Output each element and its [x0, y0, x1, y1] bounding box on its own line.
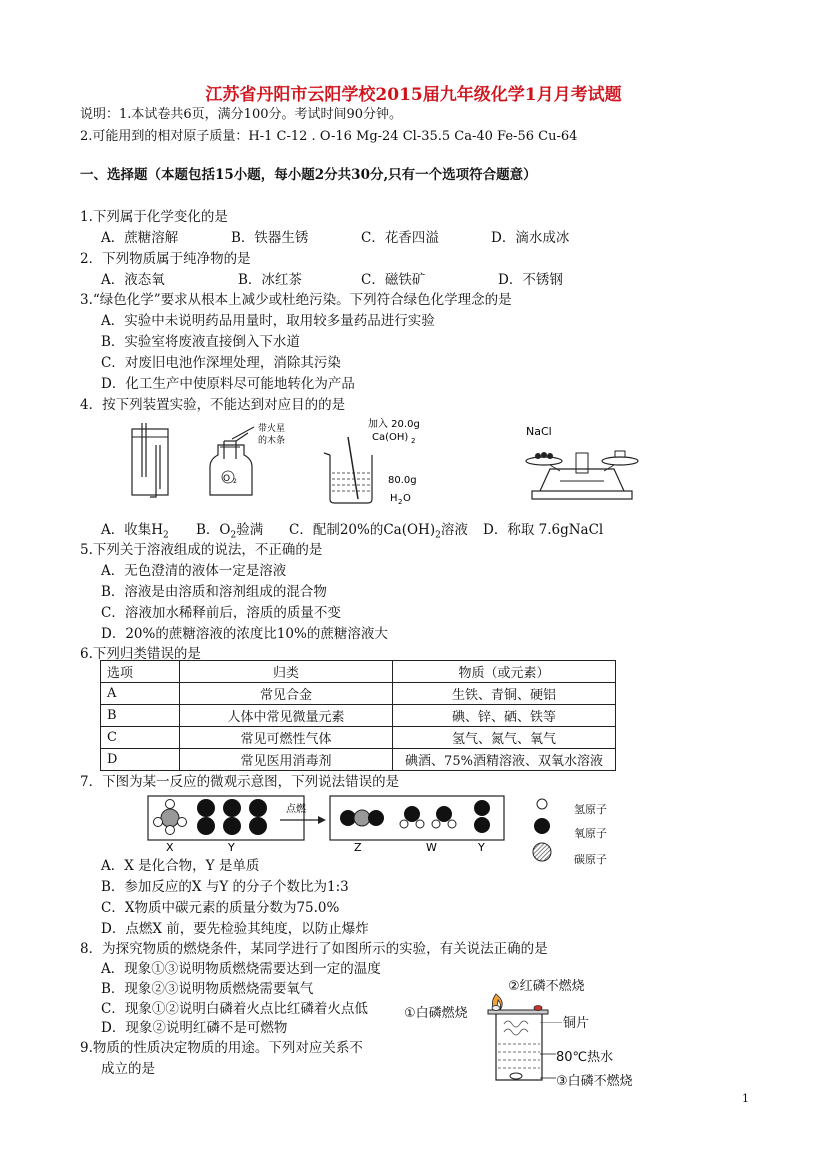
svg-text:2: 2 [233, 478, 237, 485]
table-row [101, 683, 616, 705]
q7-option-b: B．参加反应的X 与Y 的分子个数比为1:3 [101, 879, 349, 895]
oxygen-bottle-icon [210, 422, 285, 495]
hot-water-label: 80℃热水 [556, 1050, 614, 1065]
ignite-label: 点燃 [286, 804, 306, 815]
q7-option-a: A．X 是化合物，Y 是单质 [101, 858, 260, 874]
q1-option-a: A．蔗糖溶解 [101, 230, 179, 246]
carbon-atom-icon [530, 840, 554, 864]
beaker-outline-icon [496, 1014, 542, 1080]
q8-option-b: B．现象②③说明物质燃烧需要氧气 [101, 981, 314, 997]
table-cell: 常见合金 [180, 683, 393, 705]
q9-stem-line-1: 9.物质的性质决定物质的用途。下列对应关系不 [80, 1040, 363, 1056]
h2o-label: H [390, 493, 398, 504]
q4-stem: 4．按下列装置实验，不能达到对应目的的是 [80, 397, 346, 413]
q6-classification-table [100, 660, 616, 771]
q1-option-d: D．滴水成冰 [491, 230, 570, 246]
note-line-1: 说明：1.本试卷共6页，满分100分。考试时间90分钟。 [80, 107, 403, 122]
q5-option-d: D．20%的蔗糖溶液的浓度比10%的蔗糖溶液大 [101, 626, 388, 642]
q1-stem: 1.下列属于化学变化的是 [80, 209, 228, 225]
white-phosphorus-water-label: ③白磷不燃烧 [556, 1074, 633, 1089]
table-header-cell: 归类 [180, 661, 393, 683]
q1-option-c: C．花香四溢 [361, 230, 439, 246]
copper-label: 铜片 [563, 1016, 590, 1031]
table-cell: 氢气、氮气、氧气 [393, 727, 616, 749]
table-cell: B [101, 705, 180, 727]
q8-option-a: A．现象①③说明物质燃烧需要达到一定的温度 [101, 961, 381, 977]
add-label: 加入 20.0g [368, 419, 420, 430]
q8-option-d: D．现象②说明红磷不是可燃物 [101, 1020, 288, 1036]
q4-option-b: B．$O_2$验满 [196, 522, 264, 541]
table-cell: 碘酒、75%酒精溶液、双氧水溶液 [393, 749, 616, 771]
water-molecules-icon [400, 806, 456, 828]
label-z: Z [354, 841, 362, 854]
methane-molecule-icon [154, 800, 187, 835]
oxygen-molecules-icon [197, 799, 267, 835]
gas-collection-bottle-icon [132, 423, 168, 497]
beaker-icon [324, 417, 420, 506]
q2-option-d: D．不锈钢 [498, 272, 563, 288]
q7-option-c: C．X物质中碳元素的质量分数为75.0% [101, 900, 340, 916]
q4-option-d: D．称取 7.6gNaCl [483, 522, 604, 538]
table-header-cell: 物质（或元素） [393, 661, 616, 683]
q4-option-a: A．收集$H_2$ [101, 522, 169, 541]
q2-option-c: C．磁铁矿 [361, 272, 426, 288]
table-cell: D [101, 749, 180, 771]
label-y2: Y [478, 841, 485, 854]
water-mass-label: 80.0g [388, 475, 417, 486]
q9-stem-line-2: 成立的是 [101, 1061, 155, 1077]
oxygen-atom-icon [534, 818, 550, 834]
label-w: W [426, 841, 437, 854]
q5-option-c: C．溶液加水稀释前后，溶质的质量不变 [101, 605, 341, 621]
q8-stem: 8．为探究物质的燃烧条件，某同学进行了如图所示的实验，有关说法正确的是 [80, 941, 548, 957]
q8-option-c: C．现象①②说明白磷着火点比红磷着火点低 [101, 1001, 368, 1017]
remaining-oxygen-icon [474, 800, 490, 833]
table-cell: 生铁、青铜、硬铝 [393, 683, 616, 705]
note-line-2: 2.可能用到的相对原子质量：H-1 C-12 . O-16 Mg-24 Cl-35.5 Ca-40 Fe-56 Cu-64 [80, 129, 578, 144]
legend-carbon: 碳原子 [574, 853, 607, 866]
q1-option-b: B．铁器生锈 [231, 230, 309, 246]
table-cell: 常见医用消毒剂 [180, 749, 393, 771]
q5-option-a: A．无色澄清的液体一定是溶液 [101, 563, 287, 579]
svg-text:2: 2 [411, 437, 416, 445]
balance-scale-icon [526, 425, 638, 499]
q3-option-b: B．实验室将废液直接倒入下水道 [101, 334, 300, 350]
label-leader-lines [540, 1022, 564, 1082]
table-header-row [101, 661, 616, 683]
q3-option-a: A．实验中未说明药品用量时，取用较多量药品进行实验 [101, 313, 435, 329]
splint-label-1: 带火星 [258, 424, 286, 434]
hydrogen-atom-icon [537, 799, 547, 809]
table-cell: 碘、锌、硒、铁等 [393, 705, 616, 727]
table-header-cell: 选项 [101, 661, 180, 683]
nacl-label: NaCl [526, 425, 552, 438]
splint-label-2: 的木条 [258, 436, 286, 446]
table-row [101, 749, 616, 771]
q2-option-a: A．液态氧 [101, 272, 165, 288]
svg-text:2: 2 [398, 498, 403, 506]
q5-option-b: B．溶液是由溶质和溶剂组成的混合物 [101, 584, 327, 600]
q7-option-d: D．点燃X 前，要先检验其纯度，以防止爆炸 [101, 921, 369, 937]
q3-stem: 3.“绿色化学”要求从根本上减少或杜绝污染。下列符合绿色化学理念的是 [80, 292, 512, 308]
o2-label: O [223, 474, 231, 484]
legend-oxygen: 氧原子 [574, 827, 607, 840]
table-cell: 常见可燃性气体 [180, 727, 393, 749]
table-row [101, 727, 616, 749]
label-x: X [166, 841, 174, 854]
white-phosphorus-label: ①白磷燃烧 [404, 1006, 468, 1021]
legend-hydrogen: 氢原子 [574, 803, 607, 816]
red-phosphorus-label: ②红磷不燃烧 [508, 979, 585, 994]
page-title: 江苏省丹阳市云阳学校2015届九年级化学1月月考试题 [205, 85, 622, 105]
label-y: Y [228, 841, 235, 854]
q2-option-b: B．冰红茶 [238, 272, 302, 288]
q5-stem: 5.下列关于溶液组成的说法，不正确的是 [80, 542, 323, 558]
caoh2-label: Ca(OH) [372, 432, 409, 443]
carbon-dioxide-molecule-icon [340, 810, 384, 826]
q4-option-c: C．配制20%的$Ca(OH)_2$溶液 [289, 522, 468, 541]
q3-option-d: D．化工生产中使原料尽可能地转化为产品 [101, 376, 355, 392]
table-row [101, 705, 616, 727]
q3-option-c: C．对废旧电池作深埋处理，消除其污染 [101, 355, 341, 371]
svg-text:O: O [403, 493, 411, 504]
table-cell: A [101, 683, 180, 705]
section-heading: 一、选择题（本题包括15小题，每小题2分共30分,只有一个选项符合题意） [80, 167, 537, 183]
q6-stem: 6.下列归类错误的是 [80, 646, 201, 662]
table-cell: C [101, 727, 180, 749]
table-cell: 人体中常见微量元素 [180, 705, 393, 727]
q4-apparatus-figure [120, 415, 680, 515]
q7-stem: 7．下图为某一反应的微观示意图，下列说法错误的是 [80, 774, 400, 790]
page-number: 1 [742, 1092, 749, 1105]
q2-stem: 2．下列物质属于纯净物的是 [80, 251, 251, 267]
